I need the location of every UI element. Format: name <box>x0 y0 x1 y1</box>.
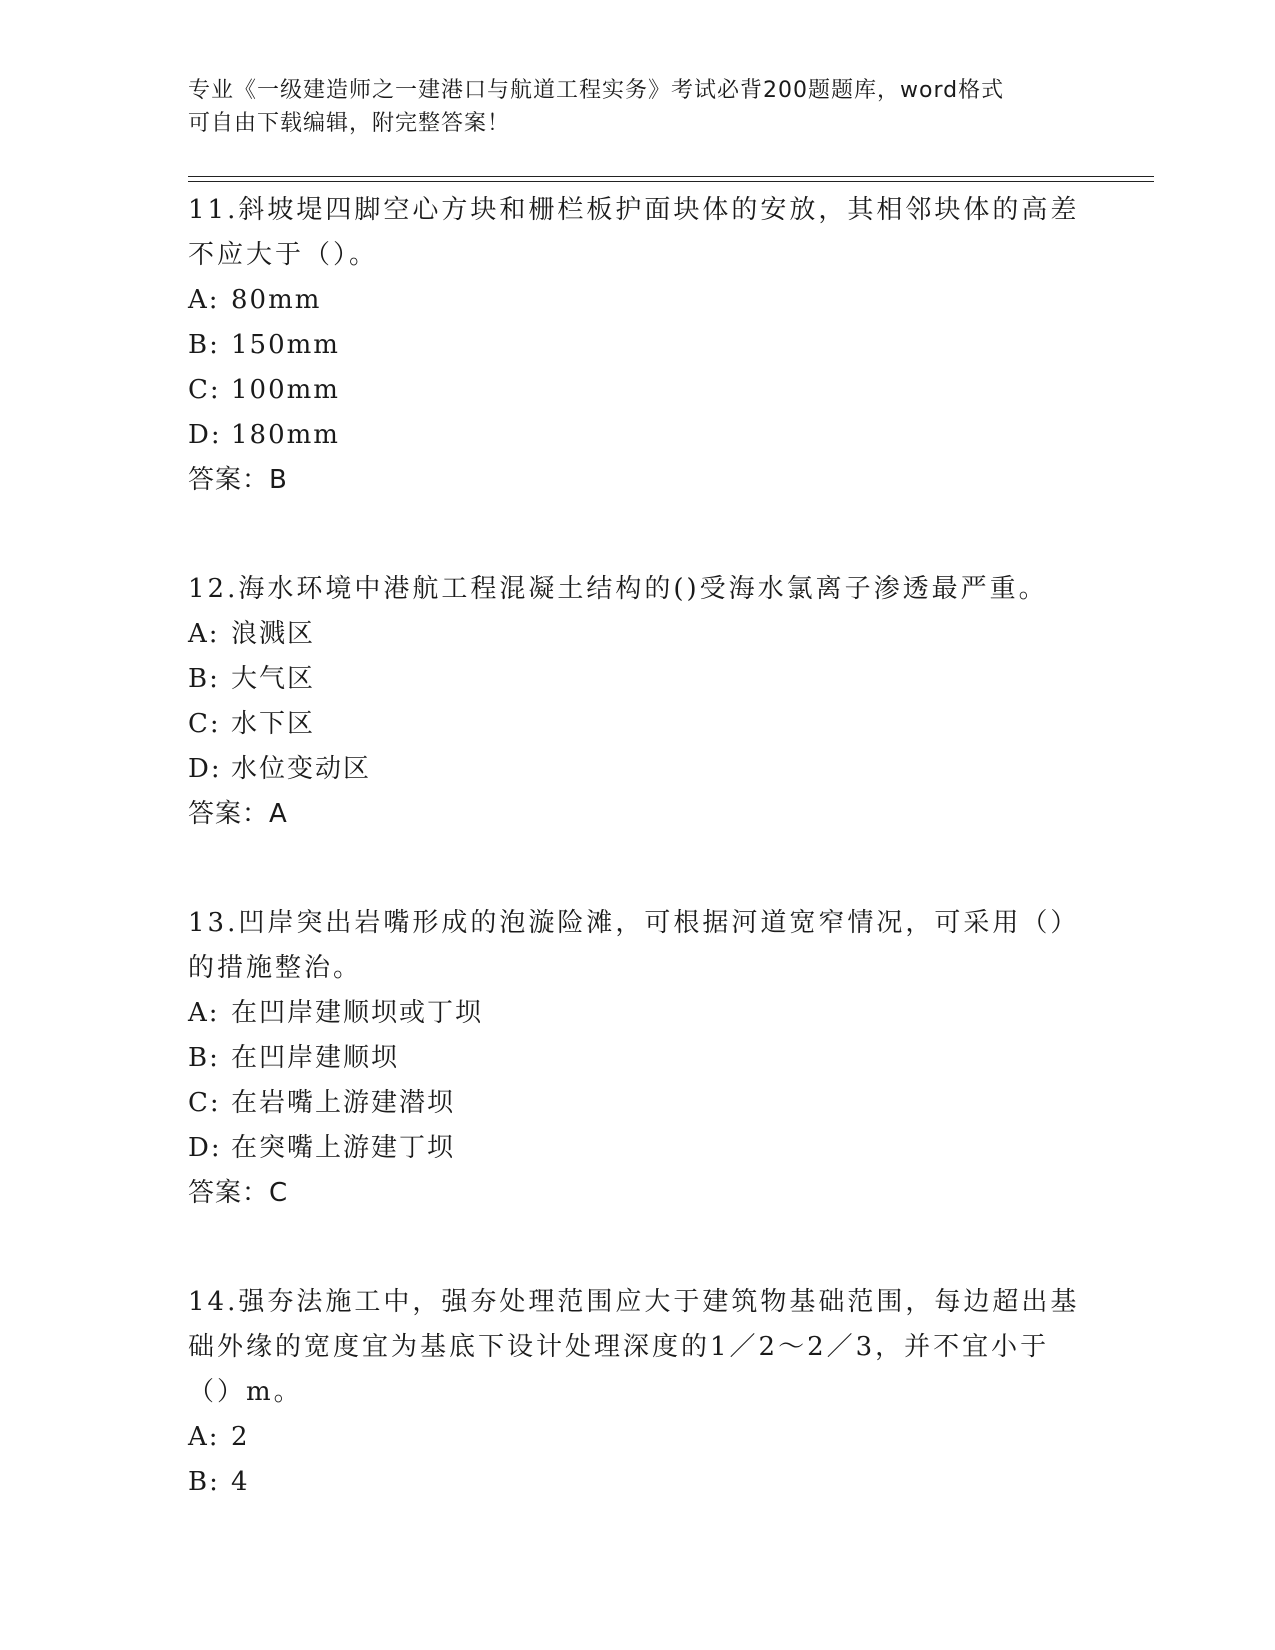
option-d <box>188 1126 1088 1171</box>
question-item <box>188 901 1088 1216</box>
option-a <box>188 1415 1088 1460</box>
header-divider-bottom <box>188 181 1154 182</box>
option-b <box>188 1460 1088 1505</box>
option-letter: B: <box>188 664 220 694</box>
option-letter: C: <box>188 1088 221 1118</box>
option-text: 100mm <box>231 375 340 405</box>
header-divider-top <box>188 176 1154 177</box>
option-text: 150mm <box>231 330 340 360</box>
question-item <box>188 567 1088 837</box>
option-letter: A: <box>188 1422 220 1452</box>
option-text: 180mm <box>231 420 340 450</box>
option-letter: A: <box>188 285 220 315</box>
option-text: 大气区 <box>231 664 316 694</box>
option-text: 在凹岸建顺坝 <box>231 1043 400 1073</box>
option-text: 4 <box>231 1467 250 1497</box>
question-item <box>188 188 1088 503</box>
option-text: 水位变动区 <box>231 754 372 784</box>
option-d <box>188 747 1088 792</box>
question-text: 13.凹岸突出岩嘴形成的泡漩险滩，可根据河道宽窄情况，可采用（）的措施整治。 <box>188 908 1080 983</box>
option-letter: D: <box>188 1133 222 1163</box>
option-a <box>188 991 1088 1036</box>
answer-line: 答案：A <box>188 799 288 829</box>
question-text: 11.斜坡堤四脚空心方块和栅栏板护面块体的安放，其相邻块体的高差不应大于（）。 <box>188 195 1080 270</box>
option-text: 在凹岸建顺坝或丁坝 <box>231 998 484 1028</box>
option-c <box>188 702 1088 747</box>
option-text: 80mm <box>231 285 322 315</box>
option-a <box>188 612 1088 657</box>
option-d <box>188 413 1088 458</box>
option-b <box>188 323 1088 368</box>
option-a <box>188 278 1088 323</box>
header-line-1: 专业《一级建造师之一建港口与航道工程实务》考试必背200题题库，word格式 <box>188 78 1005 103</box>
option-text: 水下区 <box>231 709 316 739</box>
document-header <box>188 74 1068 140</box>
option-letter: B: <box>188 1043 220 1073</box>
question-list <box>188 188 1088 1569</box>
option-text: 2 <box>231 1422 250 1452</box>
question-text: 12.海水环境中港航工程混凝土结构的()受海水氯离子渗透最严重。 <box>188 574 1048 604</box>
option-c <box>188 1081 1088 1126</box>
question-item <box>188 1280 1088 1505</box>
answer-line: 答案：B <box>188 465 288 495</box>
option-letter: A: <box>188 998 220 1028</box>
option-letter: D: <box>188 420 222 450</box>
option-letter: B: <box>188 330 220 360</box>
option-letter: A: <box>188 619 220 649</box>
option-letter: C: <box>188 375 221 405</box>
answer-line: 答案：C <box>188 1178 289 1208</box>
option-b <box>188 657 1088 702</box>
question-text: 14.强夯法施工中，强夯处理范围应大于建筑物基础范围，每边超出基础外缘的宽度宜为基底下设计处理深度的1／2～2／3，并不宜小于（）m。 <box>188 1287 1080 1407</box>
option-text: 浪溅区 <box>231 619 316 649</box>
option-text: 在突嘴上游建丁坝 <box>231 1133 456 1163</box>
option-text: 在岩嘴上游建潜坝 <box>231 1088 456 1118</box>
option-letter: D: <box>188 754 222 784</box>
option-c <box>188 368 1088 413</box>
option-letter: B: <box>188 1467 220 1497</box>
option-letter: C: <box>188 709 221 739</box>
header-line-2: 可自由下载编辑，附完整答案！ <box>188 111 511 136</box>
option-b <box>188 1036 1088 1081</box>
